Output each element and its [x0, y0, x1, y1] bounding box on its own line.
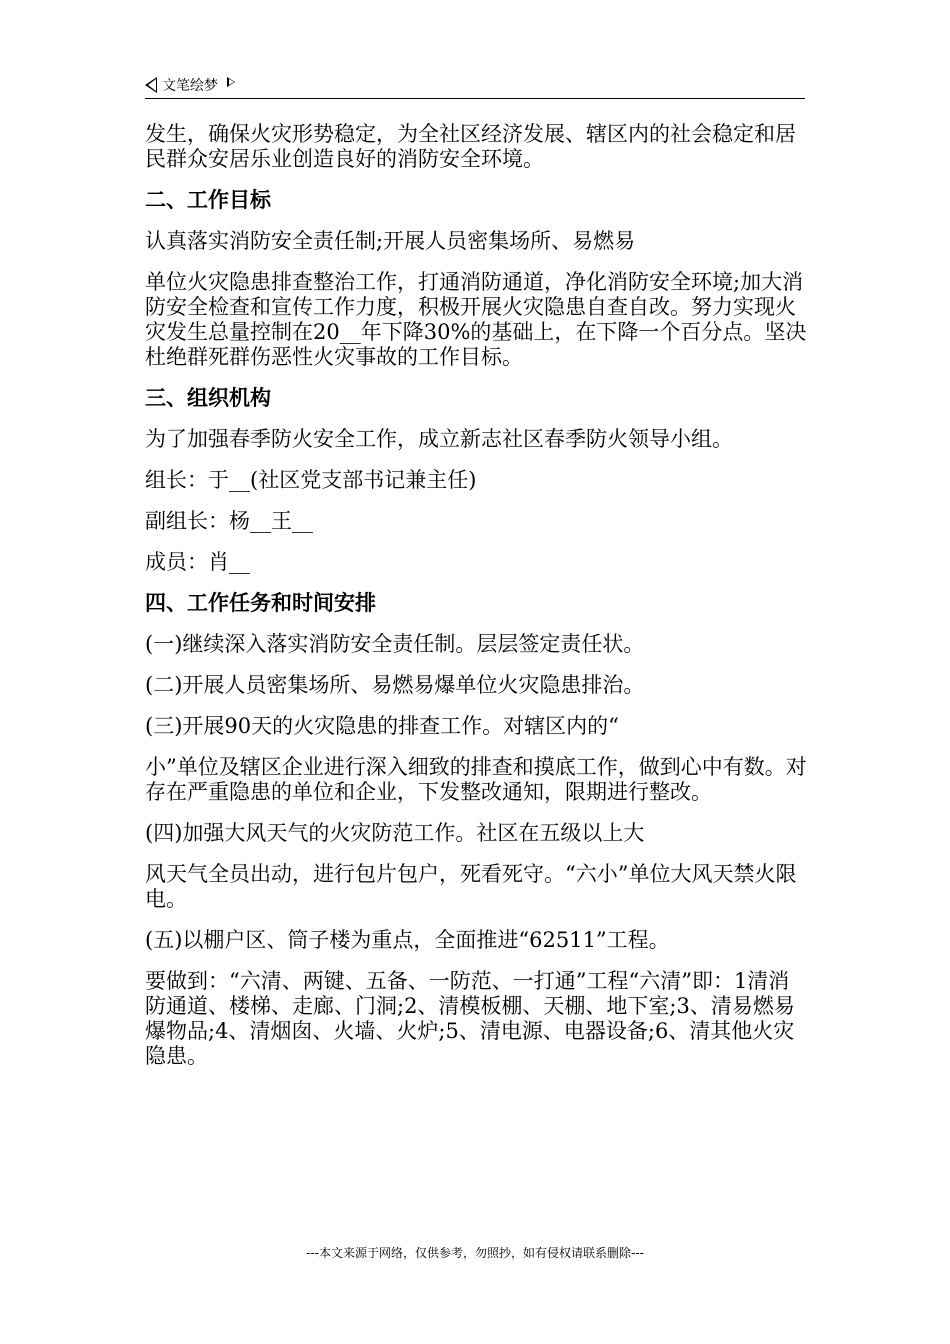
paragraph: 发生，确保火灾形势稳定，为全社区经济发展、辖区内的社会稳定和居民群众安居乐业创造良好的消防安全环境。: [145, 122, 796, 171]
section-heading-goals: 二、工作目标: [145, 188, 271, 212]
paragraph: (三)开展90天的火灾隐患的排查工作。对辖区内的“: [145, 714, 619, 738]
page-header: [145, 72, 805, 99]
paragraph: (一)继续深入落实消防安全责任制。层层签定责任状。: [145, 632, 645, 656]
triangle-left-icon: [145, 77, 157, 93]
paragraph: 认真落实消防安全责任制;开展人员密集场所、易燃易: [145, 229, 636, 253]
paragraph: 为了加强春季防火安全工作，成立新志社区春季防火领导小组。: [145, 427, 733, 451]
paragraph: 成员：肖__: [145, 550, 250, 574]
paragraph: 风天气全员出动，进行包片包户，死看死守。“六小”单位大风天禁火限电。: [145, 862, 797, 911]
paragraph: 单位火灾隐患排查整治工作，打通消防通道，净化消防安全环境;加大消防安全检查和宣传工作力度，积极开展火灾隐患自查自改。努力实现火灾发生总量控制在20__年下降30%的基础上，在下降一个百分点。坚决杜绝群死群伤恶性火灾事故的工作目标。: [145, 270, 807, 369]
paragraph: 小”单位及辖区企业进行深入细致的排查和摸底工作，做到心中有数。对存在严重隐患的单位和企业，下发整改通知，限期进行整改。: [145, 755, 807, 804]
triangle-right-icon: [227, 77, 235, 87]
header-title: 文笔绘梦: [162, 78, 218, 94]
section-heading-tasks: 四、工作任务和时间安排: [145, 591, 376, 615]
paragraph: 要做到：“六清、两键、五备、一防范、一打通”工程“六清”即：1清消防通道、楼梯、走廊、门洞;2、清模板棚、天棚、地下室;3、清易燃易爆物品;4、清烟囱、火墙、火炉;5、清电源、电器设备;6、清其他火灾隐患。: [145, 969, 795, 1068]
paragraph: 组长：于__(社区党支部书记兼主任): [145, 468, 477, 492]
section-heading-organization: 三、组织机构: [145, 386, 271, 410]
paragraph: (四)加强大风天气的火灾防范工作。社区在五级以上大: [145, 821, 645, 845]
paragraph: (二)开展人员密集场所、易燃易爆单位火灾隐患排治。: [145, 673, 645, 697]
page-footer: ---本文来源于网络，仅供参考，勿照抄，如有侵权请联系删除---: [306, 1246, 644, 1260]
paragraph: (五)以棚户区、筒子楼为重点，全面推进“62511”工程。: [145, 928, 670, 952]
paragraph: 副组长：杨__王__: [145, 509, 313, 533]
document-body: [145, 122, 810, 1085]
